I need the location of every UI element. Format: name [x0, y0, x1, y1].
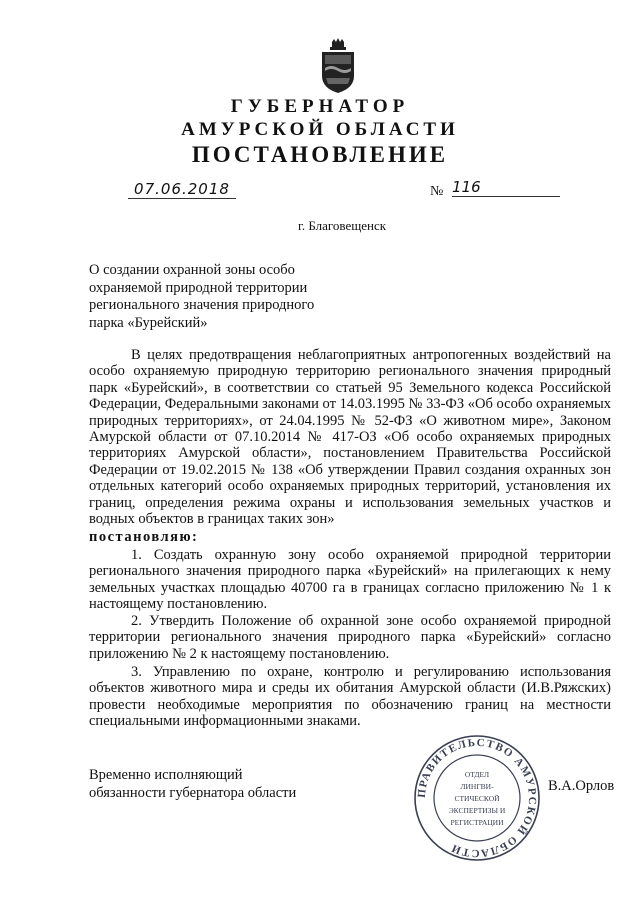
- decree-item-3: 3. Управлению по охране, контролю и регулированию использования объектов животного мира и среды их обитания Амурской области (И.В.Ряжских) провести необходимые мероприятия по обозначению границ на местности специальными информационными знаками.: [89, 664, 611, 730]
- number-label: №: [430, 184, 444, 199]
- stamp-ring-text: ПРАВИТЕЛЬСТВО АМУРСКОЙ ОБЛАСТИ: [415, 736, 539, 860]
- coat-of-arms-icon: [318, 38, 358, 94]
- stamp-line-2: ЛИНГВИ-: [460, 782, 494, 791]
- document-subject: О создании охранной зоны особо охраняемой природной территории регионального значения природного парка «Бурейский»: [89, 262, 315, 331]
- document-type-heading: ПОСТАНОВЛЕНИЕ: [191, 142, 449, 167]
- signatory-name: В.А.Орлов: [548, 778, 615, 794]
- document-date: 07.06.2018: [128, 180, 236, 199]
- signatory-position: [89, 766, 296, 802]
- document-number: 116: [452, 178, 560, 197]
- signatory-position-line-2: обязанности губернатора области: [89, 785, 297, 801]
- stamp-line-1: ОТДЕЛ: [464, 770, 490, 779]
- signatory-position-line-1: Временно исполняющий: [89, 767, 243, 783]
- stamp-line-5: РЕГИСТРАЦИИ: [450, 818, 504, 827]
- decree-item-2: 2. Утвердить Положение об охранной зоне особо охраняемой природной территории регионального значения природного парка «Бурейский» согласно приложению № 2 к настоящему постановлению.: [89, 613, 611, 662]
- governor-heading: ГУБЕРНАТОР: [230, 96, 410, 117]
- preamble-paragraph: В целях предотвращения неблагоприятных антропогенных воздействий на особо охраняемую природную территорию регионального значения природный парк «Бурейский», в соответствии со статьей 95 Земельного кодекса Российской Федерации, Федеральными законами от 14.03.1995 № 33-ФЗ «Об особо охраняемых природных территориях», от 24.04.1995 № 52-ФЗ «О животном мире», Законом Амурской области от 07.10.2014 № 417-ОЗ «Об особо охраняемых природных территориях Амурской области», постановлением Правительства Российской Федерации от 19.02.2015 № 138 «Об утверждении Правил создания охранных зон отдельных категорий особо охраняемых природных территорий, установления их границ, определения режима охраны и использования земельных участков и водных объектов в границах таких зон»: [89, 347, 611, 528]
- city-label: г. Благовещенск: [298, 218, 387, 233]
- region-heading: АМУРСКОЙ ОБЛАСТИ: [181, 119, 459, 140]
- official-stamp: [412, 733, 542, 863]
- stamp-line-3: СТИЧЕСКОЙ: [454, 794, 500, 803]
- decree-word: постановляю:: [89, 529, 199, 545]
- stamp-line-4: ЭКСПЕРТИЗЫ И: [448, 806, 506, 815]
- decree-item-1: 1. Создать охранную зону особо охраняемой природной территории регионального значения природного парка «Бурейский» на прилегающих к нему земельных участках площадью 40700 га в границах согласно приложению № 1 к настоящему постановлению.: [89, 547, 611, 613]
